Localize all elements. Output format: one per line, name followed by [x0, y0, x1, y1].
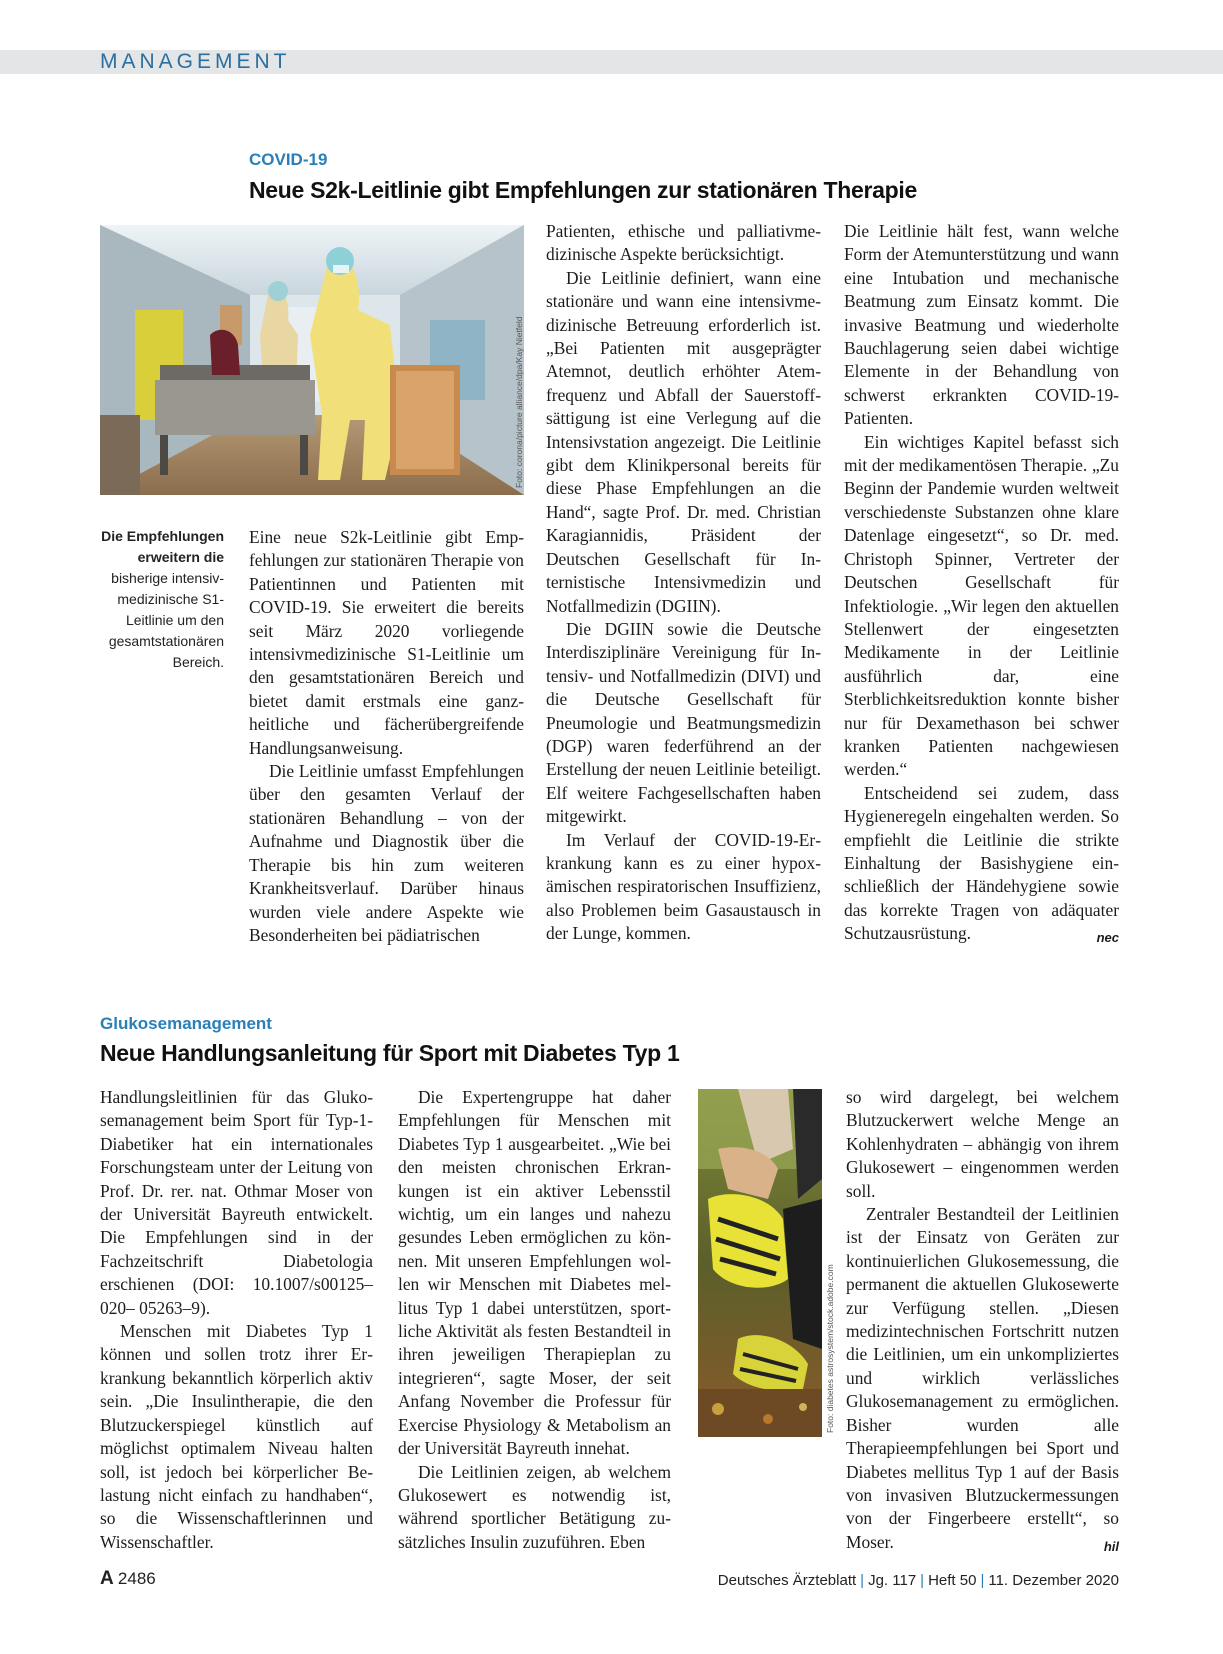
paragraph: Die Leitlinien zeigen, ab welchem Glukosewert es notwendig ist, während sportlicher Betätigung zusätzliches Insulin zuzuführen. Eben: [398, 1461, 671, 1552]
article1-kicker: COVID-19: [249, 150, 328, 169]
article2-column-2: [398, 1086, 671, 1554]
paragraph: Menschen mit Diabetes Typ 1 können und sollen trotz ihrer Erkrankung bekanntlich körperlich aktiv sein. „Die Insulintherapie, die den Blutzuckerspiegel künstlich auf möglichst optimalem Niveau halten soll, ist jedoch bei körperlicher Belastung nicht einfach zu handhaben“, so die Wissenschaftlerinnen und Wissenschaftler.: [100, 1321, 373, 1552]
paragraph: Eine neue S2k-Leitlinie gibt Empfehlungen zur stationären Therapie von Patientinnen und Patienten mit COVID-19. Sie erweitert die bereits seit März 2020 vorliegende intensivmedizinische S1-Leitlinie um den gesamtstationären Bereich und bietet damit erstmals eine ganzheitliche und fächerübergreifende Handlungsanweisung.: [249, 527, 524, 758]
author-signature: nec: [1096, 930, 1119, 946]
journal-issue: Heft 50: [928, 1572, 977, 1589]
journal-name: Deutsches Ärzteblatt: [717, 1572, 857, 1589]
paragraph-text: Entscheidend sei zudem, dass Hygieneregeln eingehalten werden. So empfiehlt die Leitlinie die strikte Einhaltung der Basishygiene einschließlich der Händehygiene sowie das korrekte Tragen von adäquater Schutzausrüstung.: [844, 782, 1119, 944]
paragraph: Handlungsleitlinien für das Glukosemanagement beim Sport für Typ-1-Diabetiker hat ein internationales Forschungsteam unter der Leitung von Prof. Dr. rer. nat. Othmar Moser von der Universität Bayreuth entwickelt. Die Empfehlungen sind in der Fachzeitschrift Diabetologia erschienen (DOI: 10.1007/s00125–020– 05263–9).: [100, 1087, 373, 1318]
paragraph: Ein wichtiges Kapitel befasst sich mit der medikamentösen Therapie. „Zu Beginn der Pandemie wurden weltweit verschiedenste Substanzen ohne klare Datenlage eingesetzt“, so Dr. med. Christoph Spinner, Vertreter der Deutschen Gesellschaft für Infektiologie. „Wir legen den aktuellen Stellenwert der eingesetzten Medikamente in der Leitlinie ausführlich dar, eine Sterblichkeitsreduktion konnte bisher nur für Dexamethason bei schwer kranken Patienten nachgewiesen werden.“: [844, 431, 1119, 780]
page-number-value: 2486: [117, 1569, 156, 1588]
hospital-corridor-photo: [100, 225, 524, 495]
paragraph: so wird dargelegt, bei welchem Blutzuckerwert welche Menge an Kohlenhydraten – abhängig von ihrem Glukosewert – eingenommen werden soll.: [846, 1087, 1119, 1201]
article1-column-2: [546, 220, 821, 946]
paragraph: Die Leitlinie umfasst Empfehlungen über den gesamten Verlauf der stationären Behandlung – von der Aufnahme und Diagnostik über die Therapie bis hin zum weiteren Krankheitsverlauf. Darüber hinaus wurden viele andere Aspekte wie Besonderheiten bei pädiatrischen: [249, 761, 524, 945]
runner-shoes-photo: [698, 1089, 822, 1437]
article2-kicker: Glukosemanagement: [100, 1014, 272, 1033]
page-number: [100, 1569, 156, 1590]
paragraph: Patienten, ethische und palliativmedizinische Aspekte berücksichtigt.: [546, 221, 821, 265]
paragraph: Im Verlauf der COVID-19-Erkrankung kann es zu einer hypoxämischen respiratorischen Insuffizienz, also Problemen beim Gasaustausch in der Lunge, kommen.: [546, 829, 821, 944]
caption-bold: Die Empfehlungen erweitern die: [101, 528, 224, 565]
paragraph: [846, 1203, 1119, 1554]
photo-credit-1: Foto: corona/picture alliance/dpa/Kay Nietfeld: [514, 316, 524, 488]
article1-column-3: [844, 220, 1119, 950]
article2-headline: Neue Handlungsanleitung für Sport mit Diabetes Typ 1: [100, 1040, 680, 1066]
paragraph: Die Leitlinie definiert, wann eine stationäre und wann eine intensivmedizinische Betreuung erforderlich ist. „Bei Patienten mit ausgeprägter Atemnot, deutlich erhöhter Atemfrequenz und Abfall der Sauerstoffsättigung ist eine Verlegung auf die Intensivstation angezeigt. Die Leitlinie gibt dem Klinikpersonal bereits für diese Phase Empfehlungen an die Hand“, sagte Prof. Dr. med. Christian Karagiannidis, Präsident der Deutschen Gesellschaft für Internistische Intensivmedizin und Notfallmedizin (DGIIN).: [546, 267, 821, 616]
photo-caption: [96, 526, 224, 673]
section-label: MANAGEMENT: [100, 50, 291, 73]
paragraph: [844, 782, 1119, 946]
paragraph: Die Leitlinie hält fest, wann welche Form der Atemunterstützung und wann eine Intubation und mechanische Beatmung zum Einsatz kommt. Die invasive Beatmung und wiederholte Bauchlagerung seien dabei wichtige Elemente in der Behandlung von schwerst erkrankten COVID-19-Patienten.: [844, 221, 1119, 429]
journal-date: 11. Dezember 2020: [988, 1572, 1119, 1589]
article2-column-3: [846, 1086, 1119, 1558]
page-prefix: A: [100, 1568, 114, 1589]
author-signature: hil: [1103, 1538, 1119, 1554]
article2-column-1: [100, 1086, 373, 1554]
journal-volume: Jg. 117: [868, 1572, 917, 1589]
journal-footer: Deutsches Ärzteblatt | Jg. 117 | Heft 50 | 11. Dezember 2020: [717, 1572, 1119, 1589]
article1-headline: Neue S2k-Leitlinie gibt Empfehlungen zur stationären Therapie: [249, 177, 917, 203]
photo-credit-2: Foto: diabetes astrosystem/stock.adobe.com: [825, 1264, 835, 1433]
paragraph-text: Zentraler Bestandteil der Leitlinien ist der Einsatz von Geräten zur kontinuierlichen Glukosemessung, die permanent die aktuellen Glukosewerte zur Verfügung stellen. „Diesen medizintechnischen Fortschritt nutzen die Leitlinien, um ein unkompliziertes und wirklich verlässliches Glukosemanagement zu ermöglichen. Bisher wurden alle Therapieempfehlungen bei Sport und Diabetes mellitus Typ 1 auf der Basis von invasiven Blutzuckermessungen von der Fingerbeere erstellt“, so Moser.: [846, 1204, 1119, 1552]
paragraph: Die DGIIN sowie die Deutsche Interdisziplinäre Vereinigung für Intensiv- und Notfallmedizin (DIVI) und die Deutsche Gesellschaft für Pneumologie und Beatmungsmedizin (DGP) waren federführend an der Erstellung der neuen Leitlinie beteiligt. Elf weitere Fachgesellschaften haben mitgewirkt.: [546, 618, 821, 827]
paragraph: Die Expertengruppe hat daher Empfehlungen für Menschen mit Diabetes Typ 1 ausgearbeitet. „Wie bei den meisten chronischen Erkrankungen ist ein aktiver Lebensstil wichtig, um ein langes und nahezu gesundes Leben ermöglichen zu können. Mit unseren Empfehlungen wollen wir Menschen mit Diabetes mellitus Typ 1 dabei unterstützen, sportliche Aktivität als festen Bestandteil in ihren jeweiligen Therapieplan zu integrieren“, sagte Moser, der seit Anfang November die Professur für Exercise Physiology & Metabolism an der Universität Bayreuth innehat.: [398, 1087, 671, 1459]
article1-column-1: [249, 526, 524, 947]
caption-text: bisherige intensiv-medizinische S1-Leitlinie um den gesamtstationären Bereich.: [108, 570, 224, 670]
